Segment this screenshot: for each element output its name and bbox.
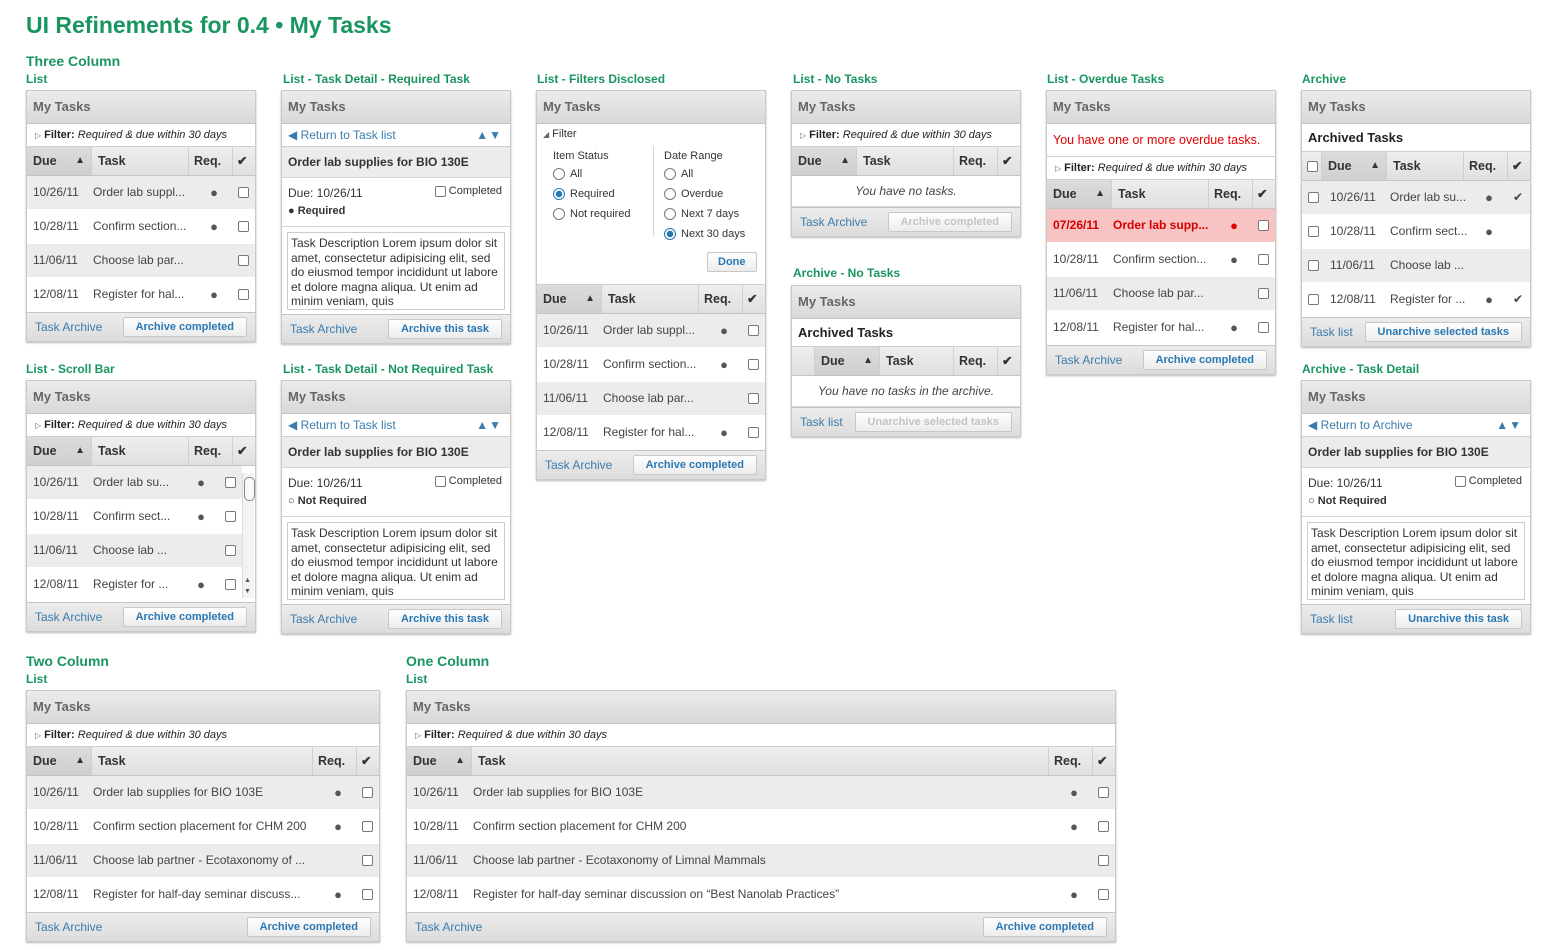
archive-completed-button[interactable]: Archive completed: [123, 607, 247, 627]
sort-up-icon: ▲: [75, 155, 85, 166]
scroll-up-arrow-icon[interactable]: ▲: [244, 577, 251, 584]
section-one-column: One Column: [406, 653, 490, 669]
required-dot-icon: ●: [210, 287, 218, 302]
table-header: [407, 747, 1115, 776]
table-header: [1302, 152, 1530, 181]
archived-tasks-heading: Archived Tasks: [1302, 124, 1530, 152]
required-dot-icon: ●: [1070, 785, 1078, 800]
filter-panel: [537, 124, 765, 285]
task-description[interactable]: Task Description Lorem ipsum dolor sit amet, consectetur adipisicing elit, sed do eiusmod tempor incididunt ut labore et dolore magna aliqua. Ut enim ad minim veniam, quis: [287, 522, 505, 600]
detail-meta: [282, 468, 510, 517]
complete-checkbox[interactable]: [1098, 855, 1109, 866]
table-header: [27, 747, 379, 776]
radio-status-required[interactable]: Required: [553, 188, 615, 200]
complete-checkbox[interactable]: [748, 393, 759, 404]
return-link[interactable]: ◀ Return to Task list ▲▼: [282, 124, 510, 147]
sort-up-icon: ▲: [455, 755, 465, 766]
complete-checkbox[interactable]: [1098, 889, 1109, 900]
widget-archive-no-tasks: [791, 285, 1021, 437]
table-row[interactable]: 12/08/11 Register for hal... ●: [27, 278, 255, 312]
label-no-tasks: List - No Tasks: [793, 72, 878, 86]
filter-toggle[interactable]: ▷ Filter: Required & due within 30 days: [27, 724, 379, 747]
table-header: [537, 285, 765, 314]
scrollbar[interactable]: [242, 473, 254, 598]
sort-up-icon: ▲: [585, 293, 595, 304]
widget-title: My Tasks: [27, 691, 379, 724]
task-archive-link[interactable]: Task Archive: [35, 920, 103, 934]
complete-checkbox[interactable]: [1098, 787, 1109, 798]
complete-checkbox[interactable]: [225, 579, 236, 590]
checkmark-icon: ✔: [1512, 159, 1523, 173]
widget-detail-required: [281, 90, 511, 344]
detail-title: Order lab supplies for BIO 130E: [282, 147, 510, 178]
complete-checkbox[interactable]: [1258, 322, 1269, 333]
col-req[interactable]: Req.: [189, 437, 233, 465]
col-req[interactable]: Req.: [699, 285, 743, 313]
disclosure-open-icon: ◢: [543, 130, 550, 139]
widget-footer: [407, 912, 1115, 941]
radio-status-not-required[interactable]: Not required: [553, 208, 631, 220]
complete-checkbox[interactable]: [748, 359, 759, 370]
required-dot-icon: ●: [1485, 292, 1493, 307]
task-archive-link[interactable]: Task Archive: [800, 215, 868, 229]
label-overdue: List - Overdue Tasks: [1047, 72, 1165, 86]
archive-completed-button[interactable]: Archive completed: [1143, 350, 1267, 370]
widget-footer: [27, 602, 255, 631]
range-title: Date Range: [664, 150, 723, 162]
complete-checkbox[interactable]: [1098, 821, 1109, 832]
widget-title: My Tasks: [792, 286, 1020, 319]
task-archive-link[interactable]: Task Archive: [290, 612, 358, 626]
checkmark-icon: ✔: [747, 292, 758, 306]
widget-title: My Tasks: [1047, 91, 1275, 124]
sort-due[interactable]: Due ▲: [1322, 152, 1387, 180]
disclosure-icon: ▷: [1055, 164, 1062, 173]
task-description[interactable]: Task Description Lorem ipsum dolor sit amet, consectetur adipisicing elit, sed do eiusmod tempor incididunt ut labore et dolore magna aliqua. Ut enim ad minim veniam, quis: [287, 232, 505, 310]
empty-message: You have no tasks.: [792, 176, 1020, 207]
widget-archive: [1301, 90, 1531, 347]
table-row[interactable]: 10/28/11 Confirm section... ●: [537, 348, 765, 382]
widget-title: My Tasks: [27, 91, 255, 124]
required-dot-icon: ●: [1070, 819, 1078, 834]
table-row[interactable]: 11/06/11 Choose lab par...: [27, 244, 255, 278]
checkmark-icon: ✔: [1512, 292, 1524, 306]
overdue-alert: You have one or more overdue tasks.: [1047, 124, 1275, 157]
table-row[interactable]: 11/06/11 Choose lab partner - Ecotaxonomy of Limnal Mammals: [407, 844, 1115, 878]
disclosure-icon: ▷: [35, 731, 42, 740]
sort-up-icon: ▲: [75, 755, 85, 766]
task-list-link[interactable]: Task list: [800, 415, 843, 429]
sort-due[interactable]: Due ▲: [407, 747, 472, 775]
detail-due: Due: 10/26/11: [288, 476, 363, 490]
completed-checkbox: [435, 186, 446, 197]
complete-checkbox[interactable]: [238, 187, 249, 198]
required-dot-icon: ●: [197, 509, 205, 524]
required-dot-icon: ●: [210, 185, 218, 200]
checkmark-icon: ✔: [237, 154, 248, 168]
widget-list: [26, 90, 256, 342]
widget-filters: [536, 90, 766, 480]
col-req[interactable]: Req.: [189, 147, 233, 175]
filter-toggle[interactable]: ▷ Filter: Required & due within 30 days: [27, 414, 255, 437]
sort-due[interactable]: Due ▲: [792, 147, 857, 175]
required-dot-icon: ●: [334, 785, 342, 800]
sort-due[interactable]: Due ▲: [27, 747, 92, 775]
label-filters: List - Filters Disclosed: [537, 72, 666, 86]
select-checkbox[interactable]: [1308, 192, 1319, 203]
table-row[interactable]: 12/08/11 Register for half-day seminar discuss... ●: [27, 878, 379, 912]
unarchive-this-button[interactable]: Unarchive this task: [1395, 609, 1522, 629]
checkmark-icon: ✔: [237, 444, 248, 458]
sort-up-icon: ▲: [1370, 160, 1380, 171]
widget-footer: [1302, 604, 1530, 633]
filter-toggle[interactable]: ▷ Filter: Required & due within 30 days: [407, 724, 1115, 747]
sort-up-icon: ▲: [1095, 188, 1105, 199]
task-archive-link[interactable]: Task Archive: [545, 458, 613, 472]
task-description[interactable]: Task Description Lorem ipsum dolor sit amet, consectetur adipisicing elit, sed do eiusmod tempor incididunt ut labore et dolore magna aliqua. Ut enim ad minim veniam, quis: [1307, 522, 1525, 600]
archive-this-button[interactable]: Archive this task: [388, 609, 502, 629]
required-dot-icon: ●: [197, 475, 205, 490]
required-dot-icon: ●: [720, 323, 728, 338]
widget-footer: [537, 450, 765, 479]
table-row[interactable]: 10/26/11 Order lab suppl... ●: [27, 176, 255, 210]
select-checkbox[interactable]: [1308, 226, 1319, 237]
table-row[interactable]: 11/06/11 Choose lab par...: [1047, 277, 1275, 311]
table-row[interactable]: 10/26/11 Order lab su... ●: [27, 466, 242, 500]
archive-completed-button[interactable]: Archive completed: [123, 317, 247, 337]
detail-title: Order lab supplies for BIO 130E: [282, 437, 510, 468]
label-two-list: List: [26, 672, 48, 686]
label-detail-required: List - Task Detail - Required Task: [283, 72, 470, 86]
table-row[interactable]: 10/28/11 Confirm sect... ●: [27, 500, 242, 534]
complete-checkbox[interactable]: [225, 511, 236, 522]
complete-checkbox[interactable]: [225, 545, 236, 556]
table-header: [792, 347, 1020, 376]
widget-detail-not-required: [281, 380, 511, 634]
required-dot-icon: ●: [210, 219, 218, 234]
filter-toggle[interactable]: ▷ Filter: Required & due within 30 days: [792, 124, 1020, 147]
sort-due[interactable]: Due ▲: [1047, 180, 1112, 208]
task-list-link[interactable]: Task list: [1310, 612, 1353, 626]
filter-toggle[interactable]: ▷ Filter: Required & due within 30 days: [1047, 157, 1275, 180]
table-row[interactable]: 12/08/11 Register for ... ●: [27, 568, 242, 602]
archived-tasks-heading: Archived Tasks: [792, 319, 1020, 347]
sort-due[interactable]: Due ▲: [815, 347, 880, 375]
table-row[interactable]: 12/08/11 Register for half-day seminar discussion on “Best Nanolab Practices” ●: [407, 878, 1115, 912]
complete-checkbox[interactable]: [1258, 288, 1269, 299]
col-task[interactable]: Task: [857, 147, 954, 175]
filter-heading[interactable]: ◢ Filter: [543, 128, 577, 140]
checkmark-icon: ✔: [361, 754, 372, 768]
sort-up-icon: ▲: [863, 355, 873, 366]
required-dot-icon: ●: [720, 357, 728, 372]
widget-title: My Tasks: [27, 381, 255, 414]
detail-due: Due: 10/26/11: [1308, 476, 1383, 490]
radio-status-all[interactable]: All: [553, 168, 582, 180]
completed-checkbox: [435, 476, 446, 487]
widget-footer: [27, 312, 255, 341]
widget-two-column: [26, 690, 380, 942]
required-dot-icon: ●: [197, 577, 205, 592]
widget-archive-detail: [1301, 380, 1531, 634]
done-button[interactable]: Done: [707, 252, 757, 272]
completed-checkbox: [1455, 476, 1466, 487]
not-required-status: ○ Not Required: [1308, 495, 1387, 507]
radio-range-7[interactable]: Next 7 days: [664, 208, 739, 220]
widget-title: My Tasks: [1302, 381, 1530, 414]
divider: [653, 146, 654, 236]
filter-toggle[interactable]: ▷ Filter: Required & due within 30 days: [27, 124, 255, 147]
archive-this-button[interactable]: Archive this task: [388, 319, 502, 339]
radio-range-30[interactable]: Next 30 days: [664, 228, 745, 240]
completed-toggle[interactable]: Completed: [435, 185, 502, 197]
label-one-list: List: [406, 672, 428, 686]
checkmark-icon: ✔: [1097, 754, 1108, 768]
col-task[interactable]: Task: [472, 747, 1049, 775]
scrollbar-thumb[interactable]: [244, 477, 255, 501]
table-row[interactable]: 10/26/11 Order lab supplies for BIO 103E ●: [407, 776, 1115, 810]
complete-checkbox[interactable]: [362, 821, 373, 832]
complete-checkbox[interactable]: [362, 787, 373, 798]
disclosure-icon: ▷: [800, 131, 807, 140]
table-row[interactable]: 11/06/11 Choose lab par...: [537, 382, 765, 416]
required-status: ● Required: [288, 205, 346, 217]
disclosure-icon: ▷: [415, 731, 422, 740]
col-req[interactable]: Req.: [1049, 747, 1093, 775]
task-archive-link[interactable]: Task Archive: [290, 322, 358, 336]
col-req[interactable]: Req.: [1464, 152, 1508, 180]
table-header: [792, 147, 1020, 176]
checkmark-icon: ✔: [1002, 354, 1013, 368]
disclosure-icon: ▷: [35, 421, 42, 430]
widget-footer: [27, 912, 379, 941]
widget-footer: [1047, 345, 1275, 374]
scroll-down-arrow-icon[interactable]: ▼: [244, 588, 251, 595]
complete-checkbox[interactable]: [225, 477, 236, 488]
section-three-column: Three Column: [26, 53, 121, 69]
table-row[interactable]: 10/26/11 Order lab suppl... ●: [537, 314, 765, 348]
task-archive-link[interactable]: Task Archive: [415, 920, 483, 934]
prev-next-icon[interactable]: ▲▼: [1496, 418, 1522, 432]
col-req[interactable]: Req.: [313, 747, 357, 775]
col-req[interactable]: Req.: [954, 347, 998, 375]
required-dot-icon: ●: [720, 425, 728, 440]
disclosure-icon: ▷: [35, 131, 42, 140]
complete-checkbox[interactable]: [748, 325, 759, 336]
required-dot-icon: ●: [1230, 252, 1238, 267]
completed-toggle[interactable]: Completed: [435, 475, 502, 487]
widget-one-column: [406, 690, 1116, 942]
detail-title: Order lab supplies for BIO 130E: [1302, 437, 1530, 468]
task-archive-link[interactable]: Task Archive: [1055, 353, 1123, 367]
label-detail-not-required: List - Task Detail - Not Required Task: [283, 362, 494, 376]
complete-checkbox[interactable]: [362, 889, 373, 900]
table-row[interactable]: 12/08/11 Register for ... ● ✔: [1302, 283, 1530, 317]
col-task[interactable]: Task: [602, 285, 699, 313]
required-dot-icon: ●: [1070, 887, 1078, 902]
section-two-column: Two Column: [26, 653, 109, 669]
unarchive-selected-button-disabled: Unarchive selected tasks: [855, 412, 1012, 432]
sort-due[interactable]: Due ▲: [27, 437, 92, 465]
widget-scroll: [26, 380, 256, 632]
completed-toggle[interactable]: Completed: [1455, 475, 1522, 487]
complete-checkbox[interactable]: [362, 855, 373, 866]
table-row[interactable]: 10/28/11 Confirm section placement for CHM 200 ●: [407, 810, 1115, 844]
table-row[interactable]: 11/06/11 Choose lab partner - Ecotaxonomy of ...: [27, 844, 379, 878]
widget-footer: [1302, 317, 1530, 346]
table-row[interactable]: 10/28/11 Confirm section... ●: [1047, 243, 1275, 277]
page-title: UI Refinements for 0.4 • My Tasks: [26, 12, 392, 38]
select-checkbox[interactable]: [1308, 260, 1319, 271]
table-row[interactable]: 12/08/11 Register for hal... ●: [537, 416, 765, 450]
widget-footer: [282, 314, 510, 343]
widget-title: My Tasks: [282, 381, 510, 414]
task-archive-link[interactable]: Task Archive: [35, 610, 103, 624]
widget-title: My Tasks: [1302, 91, 1530, 124]
sort-up-icon: ▲: [840, 155, 850, 166]
label-archive-no-tasks: Archive - No Tasks: [793, 266, 901, 280]
complete-checkbox[interactable]: [238, 289, 249, 300]
col-task[interactable]: Task: [1112, 180, 1209, 208]
label-archive-detail: Archive - Task Detail: [1302, 362, 1420, 376]
unarchive-selected-button[interactable]: Unarchive selected tasks: [1365, 322, 1522, 342]
select-checkbox[interactable]: [1308, 294, 1319, 305]
col-task[interactable]: Task: [92, 747, 313, 775]
label-scroll: List - Scroll Bar: [26, 362, 115, 376]
table-row[interactable]: 10/26/11 Order lab su... ● ✔: [1302, 181, 1530, 215]
col-req[interactable]: Req.: [954, 147, 998, 175]
table-header: [27, 147, 255, 176]
sort-up-icon: ▲: [75, 445, 85, 456]
task-list-link[interactable]: Task list: [1310, 325, 1353, 339]
required-dot-icon: ●: [1230, 218, 1238, 233]
required-dot-icon: ●: [1230, 320, 1238, 335]
complete-checkbox[interactable]: [238, 255, 249, 266]
prev-next-icon[interactable]: ▲▼: [476, 418, 502, 432]
table-row[interactable]: 12/08/11 Register for hal... ●: [1047, 311, 1275, 345]
col-task[interactable]: Task: [92, 147, 189, 175]
select-all-checkbox[interactable]: [1307, 161, 1318, 172]
table-row[interactable]: 10/28/11 Confirm sect... ●: [1302, 215, 1530, 249]
label-list: List: [26, 72, 48, 86]
not-required-status: ○ Not Required: [288, 495, 367, 507]
complete-checkbox[interactable]: [1258, 220, 1269, 231]
table-header: [27, 437, 255, 466]
widget-no-tasks: [791, 90, 1021, 237]
complete-checkbox[interactable]: [748, 427, 759, 438]
return-link[interactable]: ◀ Return to Task list ▲▼: [282, 414, 510, 437]
required-dot-icon: ●: [334, 819, 342, 834]
widget-footer: [792, 407, 1020, 436]
widget-title: My Tasks: [407, 691, 1115, 724]
col-task[interactable]: Task: [92, 437, 189, 465]
detail-meta: [1302, 468, 1530, 517]
status-title: Item Status: [553, 150, 609, 162]
archive-completed-button[interactable]: Archive completed: [633, 455, 757, 475]
table-row[interactable]: 10/26/11 Order lab supplies for BIO 103E ●: [27, 776, 379, 810]
label-archive: Archive: [1302, 72, 1347, 86]
empty-message: You have no tasks in the archive.: [792, 376, 1020, 407]
widget-footer: [282, 604, 510, 633]
return-link[interactable]: ◀ Return to Archive ▲▼: [1302, 414, 1530, 437]
table-row-overdue[interactable]: 07/26/11 Order lab supp... ●: [1047, 209, 1275, 243]
radio-range-all[interactable]: All: [664, 168, 693, 180]
required-dot-icon: ●: [1485, 224, 1493, 239]
sort-due[interactable]: Due ▲: [537, 285, 602, 313]
checkmark-icon: ✔: [1512, 190, 1524, 204]
table-row[interactable]: 11/06/11 Choose lab ...: [27, 534, 242, 568]
archive-completed-button[interactable]: Archive completed: [983, 917, 1107, 937]
sort-due[interactable]: Due ▲: [27, 147, 92, 175]
col-task[interactable]: Task: [880, 347, 954, 375]
task-archive-link[interactable]: Task Archive: [35, 320, 103, 334]
radio-range-overdue[interactable]: Overdue: [664, 188, 723, 200]
required-dot-icon: ●: [334, 887, 342, 902]
archive-completed-button[interactable]: Archive completed: [247, 917, 371, 937]
required-dot-icon: ●: [1485, 190, 1493, 205]
prev-next-icon[interactable]: ▲▼: [476, 128, 502, 142]
table-row[interactable]: 11/06/11 Choose lab ...: [1302, 249, 1530, 283]
detail-due: Due: 10/26/11: [288, 186, 363, 200]
checkmark-icon: ✔: [1002, 154, 1013, 168]
col-req[interactable]: Req.: [1209, 180, 1253, 208]
checkmark-icon: ✔: [1257, 187, 1268, 201]
widget-title: My Tasks: [537, 91, 765, 124]
table-row[interactable]: 10/28/11 Confirm section placement for CHM 200 ●: [27, 810, 379, 844]
complete-checkbox[interactable]: [238, 221, 249, 232]
widget-overdue: [1046, 90, 1276, 375]
widget-title: My Tasks: [792, 91, 1020, 124]
col-task[interactable]: Task: [1387, 152, 1464, 180]
widget-footer: [792, 207, 1020, 236]
archive-completed-button-disabled: Archive completed: [888, 212, 1012, 232]
detail-meta: [282, 178, 510, 227]
table-header: [1047, 180, 1275, 209]
complete-checkbox[interactable]: [1258, 254, 1269, 265]
table-row[interactable]: 10/28/11 Confirm section... ●: [27, 210, 255, 244]
widget-title: My Tasks: [282, 91, 510, 124]
